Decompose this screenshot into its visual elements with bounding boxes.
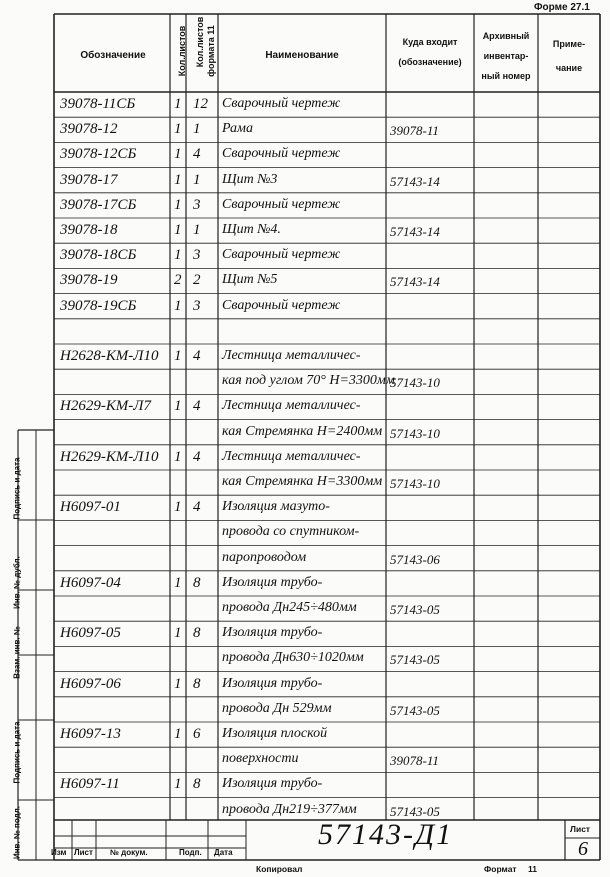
row-designation: 39078-19СБ: [60, 297, 137, 314]
row-sheets: 1: [174, 726, 182, 742]
row-designation: 39078-18СБ: [60, 247, 137, 264]
row-sheets: 1: [174, 121, 182, 138]
row-sheets: 1: [174, 448, 182, 465]
row-name: Изоляция трубо-: [222, 776, 323, 792]
row-name: Изоляция трубо-: [222, 574, 323, 590]
row-sheets: 1: [174, 247, 182, 264]
row-format: 8: [193, 625, 201, 642]
row-designation: Н2629-КМ-Л10: [60, 448, 159, 465]
row-where: 39078-11: [390, 753, 439, 769]
row-designation: Н6097-11: [60, 776, 120, 793]
side-podpis-data-1: Подпись и дата: [12, 721, 22, 784]
row-format: 4: [193, 348, 201, 364]
row-format: 2: [193, 272, 201, 289]
row-name: Рама: [222, 121, 253, 137]
row-format: 1: [193, 222, 201, 238]
row-where: 57143-14: [390, 224, 440, 239]
row-name: кая Стремянка Н=2400мм: [222, 423, 383, 439]
row-name: Изоляция плоской: [222, 726, 328, 741]
row-where: 57143-05: [390, 803, 440, 819]
row-format: 8: [193, 574, 201, 591]
row-name: провода Дн630÷1020мм: [222, 650, 364, 666]
form-label: Форме 27.1: [534, 2, 590, 13]
doc-code: 57143-Д1: [318, 818, 454, 851]
tb-data: Дата: [214, 848, 233, 857]
side-inv-dubl: Инв. № дубл.: [12, 556, 22, 609]
row-name: провода Дн219÷377мм: [222, 801, 357, 817]
row-name: Сварочный чертеж: [222, 247, 341, 263]
row-sheets: 1: [174, 625, 182, 642]
tb-list: Лист: [74, 848, 93, 857]
row-designation: 39078-12: [60, 121, 118, 138]
row-sheets: 2: [174, 272, 182, 289]
footer-format: Формат: [484, 864, 517, 874]
row-where: 57143-05: [390, 602, 440, 617]
row-name: паропроводом: [222, 549, 307, 565]
row-designation: Н6097-01: [60, 499, 121, 516]
row-sheets: 1: [174, 348, 182, 364]
row-format: 8: [193, 675, 201, 692]
row-name: Щит №4.: [222, 222, 281, 237]
row-name: Щит №3: [222, 171, 278, 187]
row-name: Лестница металличес-: [222, 348, 361, 363]
tb-doc-no: № докум.: [110, 848, 148, 857]
row-sheets: 1: [174, 499, 182, 516]
row-designation: Н6097-04: [60, 574, 121, 591]
row-sheets: 1: [174, 222, 182, 238]
row-where: 57143-06: [390, 551, 440, 567]
row-name: кая Стремянка Н=3300мм: [222, 474, 383, 489]
row-name: Лестница металличес-: [222, 448, 361, 464]
row-format: 3: [193, 247, 201, 264]
row-where: 57143-14: [390, 274, 440, 290]
row-sheets: 1: [174, 196, 182, 213]
header-format-value: формата 11: [206, 25, 216, 77]
row-where: 57143-10: [390, 476, 440, 491]
header-archive-1: Архивный: [482, 31, 530, 41]
row-name: провода со спутником-: [222, 524, 360, 540]
row-format: 4: [193, 499, 201, 516]
row-designation: 39078-17СБ: [60, 196, 137, 213]
row-designation: Н6097-06: [60, 675, 121, 692]
tb-izm: Изм: [51, 848, 67, 857]
row-format: 6: [193, 726, 201, 742]
row-format: 1: [193, 121, 201, 138]
header-note-2: чание: [555, 63, 583, 73]
footer-copied: Копировал: [256, 864, 303, 874]
row-name: Сварочный чертеж: [222, 96, 341, 111]
row-sheets: 1: [174, 574, 182, 591]
row-name: Изоляция трубо-: [222, 625, 323, 641]
header-note-1: Приме-: [552, 39, 586, 49]
row-sheets: 1: [174, 398, 182, 415]
row-sheets: 1: [174, 776, 182, 793]
row-sheets: 1: [174, 96, 182, 112]
side-podpis-data-2: Подпись и дата: [12, 457, 22, 520]
row-name: провода Дн 529мм: [222, 700, 332, 716]
row-where: 57143-05: [390, 702, 440, 718]
header-where-1: Куда входит: [402, 37, 458, 47]
header-archive-3: ный номер: [481, 71, 531, 81]
row-format: 4: [193, 398, 201, 415]
row-sheets: 1: [174, 171, 182, 188]
row-designation: Н2629-КМ-Л7: [60, 398, 151, 415]
row-designation: 39078-18: [60, 222, 118, 238]
row-name: Сварочный чертеж: [222, 146, 341, 162]
row-name: кая под углом 70° Н=3300мм: [222, 373, 395, 389]
footer-format-value: 11: [528, 864, 537, 874]
side-vzam-inv: Взам. инв. №: [12, 626, 22, 679]
row-where: 57143-14: [390, 173, 440, 189]
row-format: 3: [193, 297, 201, 314]
row-format: 4: [193, 448, 201, 465]
row-name: Сварочный чертеж: [222, 297, 341, 313]
row-sheets: 1: [174, 675, 182, 692]
row-format: 1: [193, 171, 201, 188]
header-designation: Обозначение: [80, 50, 146, 61]
row-format: 12: [193, 96, 208, 112]
row-name: Сварочный чертеж: [222, 196, 341, 212]
row-sheets: 1: [174, 297, 182, 314]
row-designation: 39078-12СБ: [60, 146, 137, 163]
header-where-2: (обозначение): [398, 57, 462, 67]
row-name: Щит №5: [222, 272, 278, 288]
header-archive-2: инвентар-: [483, 51, 529, 61]
row-name: провода Дн245÷480мм: [222, 600, 357, 615]
tb-podp: Подп.: [179, 848, 202, 857]
row-designation: 39078-17: [60, 171, 118, 188]
header-name: Наименование: [265, 50, 339, 61]
row-designation: Н6097-05: [60, 625, 121, 642]
row-format: 4: [193, 146, 201, 163]
side-inv-podl: Инв. № подл.: [12, 805, 22, 860]
header-format-label: Кол.листов: [195, 16, 205, 68]
row-name: Изоляция мазуто-: [222, 499, 330, 515]
row-designation: 39078-19: [60, 272, 118, 289]
row-format: 3: [193, 196, 201, 213]
row-where: 57143-10: [390, 375, 440, 391]
row-format: 8: [193, 776, 201, 793]
row-name: Лестница металличес-: [222, 398, 361, 414]
tb-sheet-number: 6: [578, 838, 588, 860]
row-where: 57143-05: [390, 652, 440, 668]
row-name: поверхности: [222, 751, 299, 767]
row-designation: Н6097-13: [60, 726, 121, 742]
row-sheets: 1: [174, 146, 182, 163]
row-designation: 39078-11СБ: [60, 96, 136, 112]
tb-sheet-label: Лист: [570, 824, 591, 834]
row-designation: Н2628-КМ-Л10: [60, 348, 159, 364]
row-name: Изоляция трубо-: [222, 675, 323, 691]
header-sheets: Кол.листов: [177, 25, 187, 77]
row-where: 57143-10: [390, 425, 440, 441]
row-where: 39078-11: [390, 123, 439, 139]
